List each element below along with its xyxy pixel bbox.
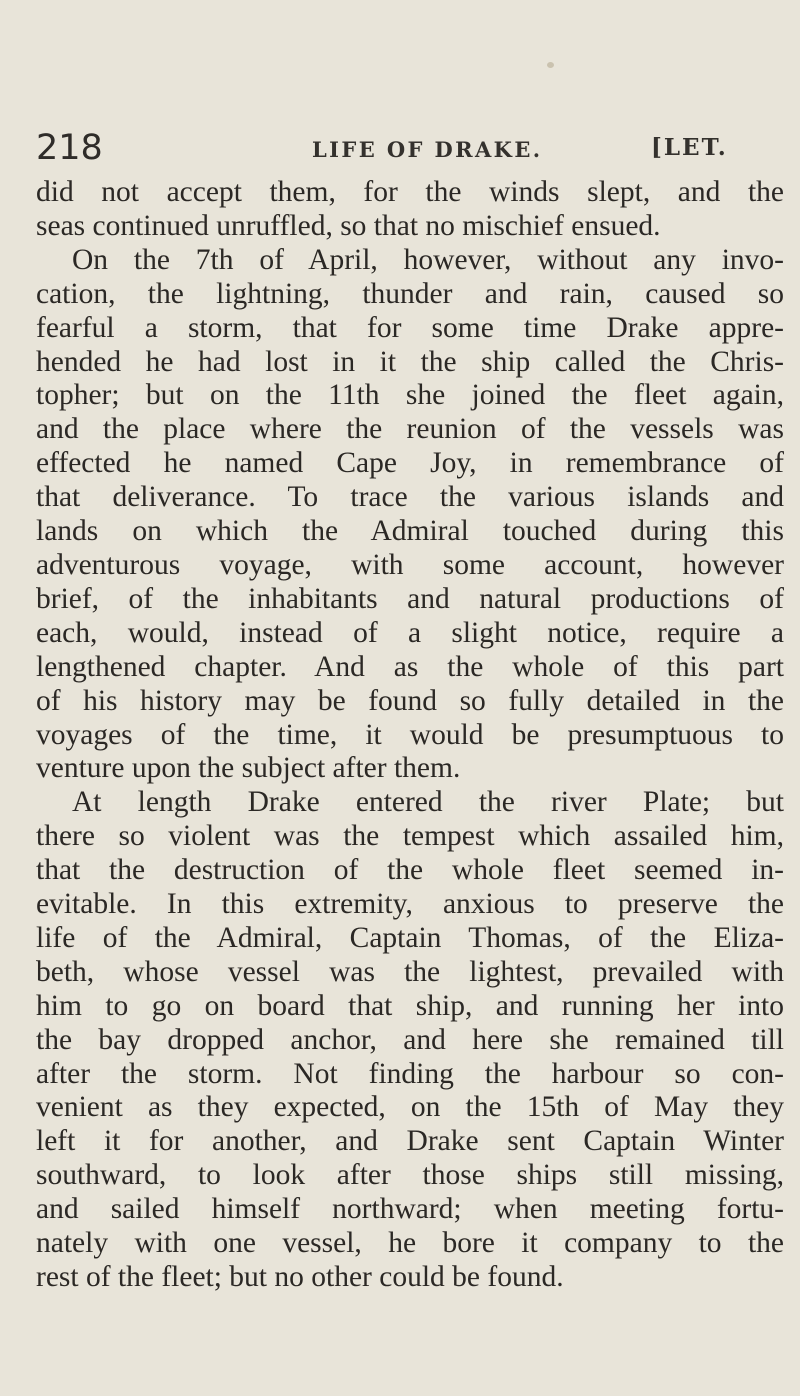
text-line: effected he named Cape Joy, in remembrance of [36, 447, 784, 480]
text-line: voyages of the time, it would be presumptuous to [36, 718, 784, 751]
text-line: life of the Admiral, Captain Thomas, of the Eliza- [36, 921, 784, 954]
text-line: topher; but on the 11th she joined the fleet again, [36, 379, 784, 412]
text-line: brief, of the inhabitants and natural productions of [36, 582, 784, 615]
section-mark: [LET. [651, 134, 728, 161]
text-line: lands on which the Admiral touched during this [36, 515, 784, 548]
text-line: there so violent was the tempest which assailed him, [36, 820, 784, 853]
text-line: each, would, instead of a slight notice, require a [36, 616, 784, 649]
text-line: did not accept them, for the winds slept, and the [36, 176, 784, 208]
text-line: after the storm. Not finding the harbour so con- [36, 1057, 784, 1090]
text-line: left it for another, and Drake sent Captain Winter [36, 1125, 784, 1158]
text-line: the bay dropped anchor, and here she remained till [36, 1023, 784, 1056]
text-line: seas continued unruffled, so that no mischief ensued. [36, 209, 661, 242]
text-line: hended he had lost in it the ship called the Chris- [36, 345, 784, 378]
text-line: of his history may be found so fully detailed in the [36, 684, 784, 717]
running-title: LIFE OF DRAKE. [312, 137, 543, 162]
text-line: venture upon the subject after them. [36, 752, 461, 785]
text-line: that the destruction of the whole fleet seemed in- [36, 854, 784, 887]
text-line: him to go on board that ship, and running her into [36, 989, 784, 1022]
text-line: that deliverance. To trace the various islands and [36, 481, 784, 514]
text-line: lengthened chapter. And as the whole of this part [36, 650, 784, 683]
text-line: fearful a storm, that for some time Drake appre- [36, 311, 784, 344]
page-number: 218 [36, 128, 103, 168]
text-line: and the place where the reunion of the vessels was [36, 413, 784, 446]
body-text [36, 176, 784, 1295]
text-line: evitable. In this extremity, anxious to preserve the [36, 888, 784, 921]
text-line: venient as they expected, on the 15th of May they [36, 1091, 784, 1124]
page-header [0, 128, 800, 168]
text-line: southward, to look after those ships still missing, [36, 1159, 784, 1192]
paper-speck [547, 62, 554, 68]
text-line: On the 7th of April, however, without any invo- [72, 243, 784, 276]
text-line: At length Drake entered the river Plate; but [72, 786, 784, 819]
text-line: beth, whose vessel was the lightest, prevailed with [36, 955, 784, 988]
text-line: and sailed himself northward; when meeting fortu- [36, 1193, 784, 1226]
text-line: adventurous voyage, with some account, however [36, 548, 784, 581]
text-line: rest of the fleet; but no other could be found. [36, 1261, 564, 1293]
text-line: nately with one vessel, he bore it company to the [36, 1227, 784, 1260]
text-line: cation, the lightning, thunder and rain, caused so [36, 277, 784, 310]
